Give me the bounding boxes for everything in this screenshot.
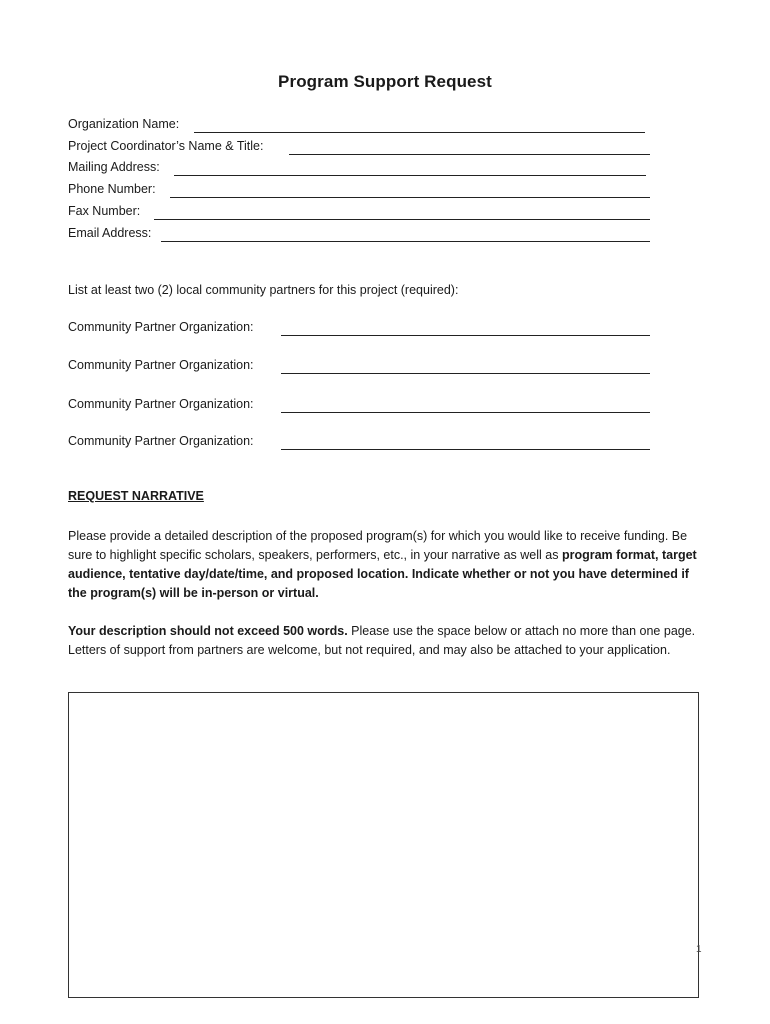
page-corner-mark: 1	[696, 944, 702, 955]
coordinator-name-title-input[interactable]	[289, 138, 650, 155]
partners-intro: List at least two (2) local community partners for this project (required):	[68, 283, 459, 297]
partner-label-4: Community Partner Organization:	[68, 434, 254, 448]
narrative-instructions-bold: program format, target audience, tentative day/date/time, and proposed location. Indicate whether or not you have determined if the program(s) will be in-person or virtual.	[68, 548, 697, 600]
form-title: Program Support Request	[278, 72, 492, 91]
partner-label-1: Community Partner Organization:	[68, 320, 254, 334]
narrative-instructions-text: Please provide a detailed description of the proposed program(s) for which you would like to receive funding. Be sure to highlight specific scholars, speakers, performers, etc., in your narrative as well as	[68, 529, 688, 562]
narrative-instructions	[68, 527, 708, 603]
partner-input-3[interactable]	[281, 396, 650, 413]
mailing-address-label: Mailing Address:	[68, 160, 160, 174]
word-limit-instructions	[68, 622, 708, 660]
request-narrative-heading: REQUEST NARRATIVE	[68, 489, 204, 503]
narrative-text-area[interactable]	[68, 692, 699, 998]
phone-number-input[interactable]	[170, 181, 650, 198]
phone-number-label: Phone Number:	[68, 182, 156, 196]
organization-name-input[interactable]	[194, 116, 645, 133]
mailing-address-input[interactable]	[174, 159, 646, 176]
fax-number-input[interactable]	[154, 203, 650, 220]
coordinator-name-title-label: Project Coordinator’s Name & Title:	[68, 139, 264, 153]
email-address-input[interactable]	[161, 225, 650, 242]
partner-input-4[interactable]	[281, 433, 650, 450]
fax-number-label: Fax Number:	[68, 204, 141, 218]
email-address-label: Email Address:	[68, 226, 152, 240]
partner-input-1[interactable]	[281, 319, 650, 336]
word-limit-bold: Your description should not exceed 500 words.	[68, 624, 348, 638]
partner-label-2: Community Partner Organization:	[68, 358, 254, 372]
word-limit-text: Please use the space below or attach no more than one page. Letters of support from partners are welcome, but not required, and may also be attached to your application.	[68, 624, 696, 657]
organization-name-label: Organization Name:	[68, 117, 180, 131]
partner-label-3: Community Partner Organization:	[68, 397, 254, 411]
partner-input-2[interactable]	[281, 357, 650, 374]
